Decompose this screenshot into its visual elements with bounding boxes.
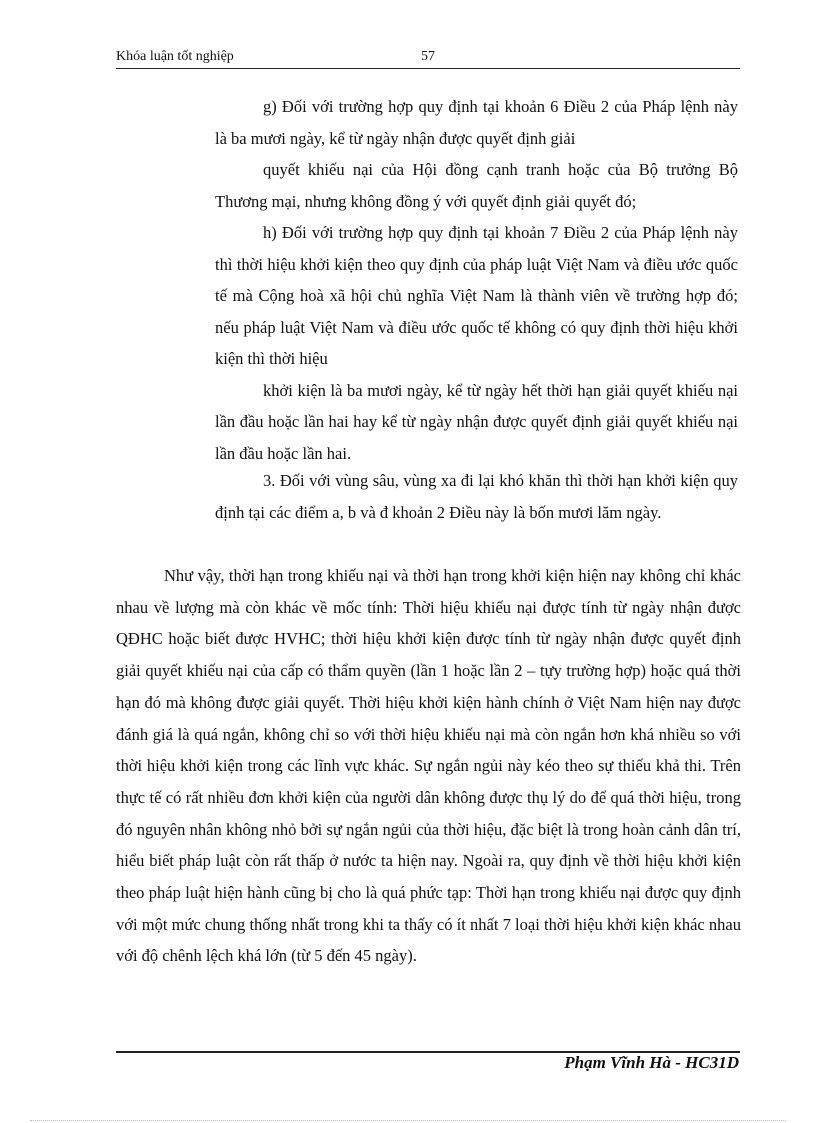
quote-item-g-line2: quyết khiếu nại của Hội đồng cạnh tranh hoặc của Bộ trưởng Bộ Thương mại, nhưng không đồng ý với quyết định giải quyết đó; — [215, 160, 738, 211]
quote-item-g-line1: g) Đối với trường hợp quy định tại khoản 6 Điều 2 của Pháp lệnh này là ba mươi ngày, kể từ ngày nhận được quyết định giải — [215, 97, 738, 148]
page-number: 57 — [421, 49, 435, 64]
header-title: Khóa luận tốt nghiệp — [116, 49, 234, 64]
footer-author: Phạm Vĩnh Hà - HC31D — [564, 1053, 739, 1072]
header-divider — [116, 68, 740, 69]
body-paragraph-text: Như vậy, thời hạn trong khiếu nại và thời hạn trong khởi kiện hiện nay không chỉ khác nhau về lượng mà còn khác về mốc tính: Thời hiệu khiếu nại được tính từ ngày nhận được QĐHC hoặc biết được HVHC; thời hiệu khởi kiện được tính từ ngày nhận được quyết định giải quyết khiếu nại của cấp có thẩm quyền (lần 1 hoặc lần 2 – tựy trường hợp) hoặc quá thời hạn đó mà không được giải quyết. Thời hiệu khởi kiện hành chính ở Việt Nam hiện nay được đánh giá là quá ngắn, không chỉ so với thời hiệu khiếu nại mà còn ngắn hơn khá nhiều so với thời hiệu khởi kiện trong các lĩnh vực khác. Sự ngắn ngủi này kéo theo sự thiếu khả thi. Trên thực tế có rất nhiều đơn khởi kiện của người dân không được thụ lý do để quá thời hiệu, trong đó nguyên nhân không nhỏ bởi sự ngắn ngủi của thời hiệu, đặc biệt là trong hoàn cảnh dân trí, hiểu biết pháp luật còn rất thấp ở nước ta hiện nay. Ngoài ra, quy định về thời hiệu khởi kiện theo pháp luật hiện hành cũng bị cho là quá phức tạp: Thời hạn trong khiếu nại được quy định với một mức chung thống nhất trong khi ta thấy có ít nhất 7 loại thời hiệu khởi kiện khác nhau với độ chênh lệch khá lớn (từ 5 đến 45 ngày). — [116, 566, 741, 966]
quote-item-3 — [215, 465, 738, 528]
quote-item-h-line1: h) Đối với trường hợp quy định tại khoản 7 Điều 2 của Pháp lệnh này thì thời hiệu khởi kiện theo quy định của pháp luật Việt Nam và điều ước quốc tế mà Cộng hoà xã hội chủ nghĩa Việt Nam là thành viên về trường hợp đó; nếu pháp luật Việt Nam và điều ước quốc tế không có quy định thời hiệu khởi kiện thì thời hiệu — [215, 223, 738, 368]
quote-item-h — [215, 217, 738, 469]
quote-item-3-text: 3. Đối với vùng sâu, vùng xa đi lại khó khăn thì thời hạn khởi kiện quy định tại các điểm a, b và đ khoản 2 Điều này là bốn mươi lăm ngày. — [215, 471, 738, 522]
quote-item-h-line2: khởi kiện là ba mươi ngày, kể từ ngày hết thời hạn giải quyết khiếu nại lần đầu hoặc lần hai hay kể từ ngày nhận được quyết định giải quyết khiếu nại lần đầu hoặc lần hai. — [215, 380, 738, 463]
quote-item-g — [215, 91, 738, 217]
page-bottom-border — [30, 1120, 786, 1121]
body-paragraph — [116, 560, 741, 972]
page-header — [116, 49, 740, 69]
